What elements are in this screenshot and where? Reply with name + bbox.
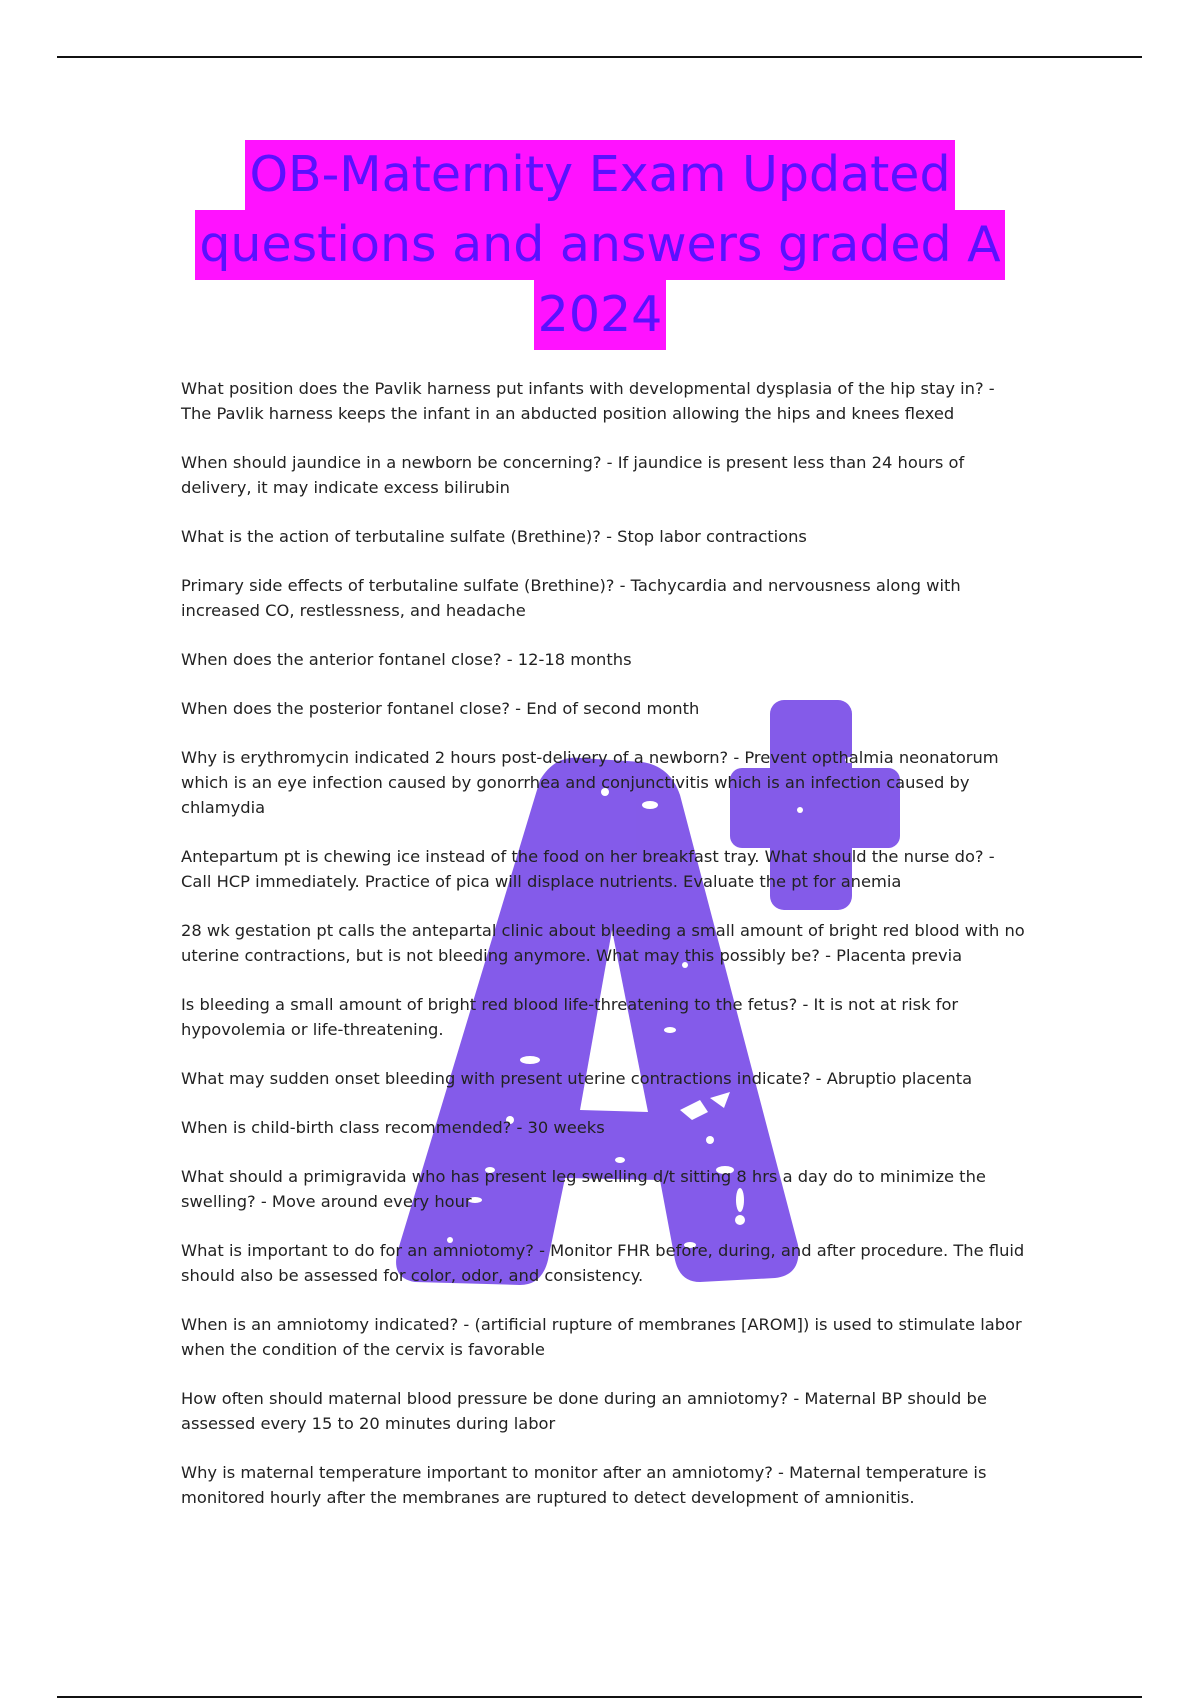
qa-item-8: Antepartum pt is chewing ice instead of the food on her breakfast tray. What should the nurse do? - Call HCP immediately. Practice of pica will displace nutrients. Evaluate the pt for anemia [181,847,995,891]
qa-item-4: Primary side effects of terbutaline sulfate (Brethine)? - Tachycardia and nervousness along with increased CO, restlessness, and headache [181,576,961,620]
qa-item-10: Is bleeding a small amount of bright red blood life-threatening to the fetus? - It is not at risk for hypovolemia or life-threatening. [181,995,959,1039]
top-rule [57,56,1142,58]
title-line-1: OB-Maternity Exam Updated [245,140,954,210]
title-line-3: 2024 [534,280,667,350]
bottom-rule [57,1696,1142,1698]
qa-item-14: What is important to do for an amniotomy? - Monitor FHR before, during, and after procedure. The fluid should also be assessed for color, odor, and consistency. [181,1241,1025,1285]
qa-item-17: Why is maternal temperature important to monitor after an amniotomy? - Maternal temperature is monitored hourly after the membranes are ruptured to detect development of amnionitis. [181,1463,987,1507]
qa-item-15: When is an amniotomy indicated? - (artificial rupture of membranes [AROM]) is used to stimulate labor when the condition of the cervix is favorable [181,1315,1022,1359]
qa-item-1: What position does the Pavlik harness put infants with developmental dysplasia of the hip stay in? - The Pavlik harness keeps the infant in an abducted position allowing the hips and knees flexed [181,379,995,423]
qa-item-12: When is child-birth class recommended? - 30 weeks [181,1118,605,1137]
qa-item-11: What may sudden onset bleeding with present uterine contractions indicate? - Abruptio placenta [181,1069,973,1088]
qa-item-2: When should jaundice in a newborn be concerning? - If jaundice is present less than 24 hours of delivery, it may indicate excess bilirubin [181,453,965,497]
qa-list [181,376,1026,1534]
qa-item-7: Why is erythromycin indicated 2 hours post-delivery of a newborn? - Prevent opthalmia neonatorum which is an eye infection caused by gonorrhea and conjunctivitis which is an infection caused by chlamydia [181,748,999,817]
title-line-2: questions and answers graded A [195,210,1004,280]
qa-item-13: What should a primigravida who has present leg swelling d/t sitting 8 hrs a day do to minimize the swelling? - Move around every hour [181,1167,986,1211]
qa-item-9: 28 wk gestation pt calls the antepartal clinic about bleeding a small amount of bright red blood with no uterine contractions, but is not bleeding anymore. What may this possibly be? - Placenta previa [181,921,1025,965]
qa-item-3: What is the action of terbutaline sulfate (Brethine)? - Stop labor contractions [181,527,807,546]
qa-item-16: How often should maternal blood pressure be done during an amniotomy? - Maternal BP should be assessed every 15 to 20 minutes during labor [181,1389,987,1433]
document-title [100,140,1100,350]
qa-item-6: When does the posterior fontanel close? - End of second month [181,699,700,718]
qa-item-5: When does the anterior fontanel close? - 12-18 months [181,650,632,669]
